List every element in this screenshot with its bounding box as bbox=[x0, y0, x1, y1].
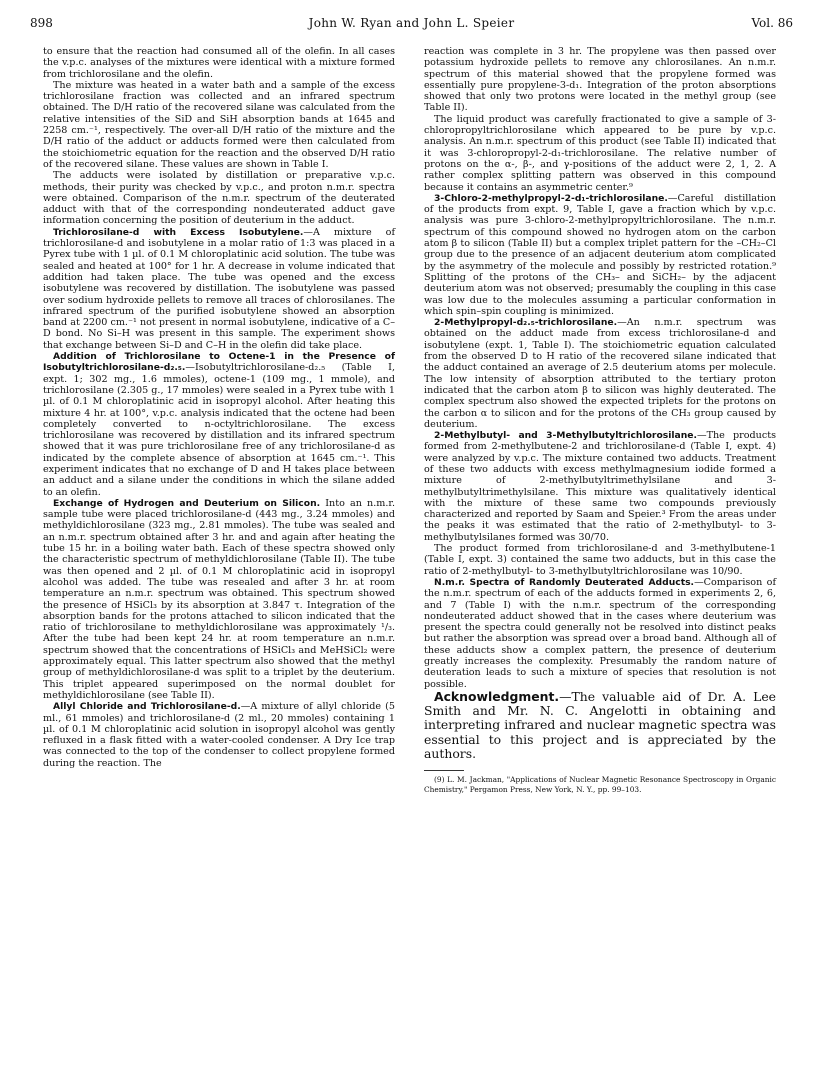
paragraph: The mixture was heated in a water bath and a sample of the excess trichlorosilane fraction was collected and an infrared spectrum obtained. The D/H ratio of the recovered silane was calculated from the relative intensities of the SiD and SiH absorption bands at 1645 and 2258 cm.⁻¹, respectively. The over-all D/H ratio of the mixture and the D/H ratio of the adduct or adducts formed were then calculated from the stoichiometric equation for the reaction and the observed D/H ratio of the recovered silane. These values are shown in Table I. bbox=[43, 79, 395, 170]
page-number: 898 bbox=[30, 16, 53, 30]
section-paragraph bbox=[43, 351, 395, 498]
volume-label: Vol. 86 bbox=[751, 16, 793, 30]
paragraph-body: Into an n.m.r. sample tube were placed trichlorosilane-d (443 mg., 3.24 mmoles) and methyldichlorosilane (323 mg., 2.81 mmoles). The tube was sealed and an n.m.r. spectrum obtained after 3 hr. and and again after heating the tube 15 hr. in a boiling water bath. Each of these spectra showed only the characteristic spectrum of methyldichlorosilane (Table II). The tube was then opened and 2 µl. of 0.1 M chloroplatinic acid in isopropyl alcohol was added. The tube was resealed and after 3 hr. at room temperature an n.m.r. spectrum was obtained. This spectrum showed the presence of HSiCl₃ by its absorption at 3.847 τ. Integration of the absorption bands for the protons attached to silicon indicated that the ratio of trichlorosilane to methyldichlorosilane was approximately ¹/₃. After the tube had been kept 24 hr. at room temperature an n.m.r. spectrum showed that the concentrations of HSiCl₃ and MeHSiCl₂ were approximately equal. This latter spectrum also showed that the methyl group of methyldichlorosilane-d was split to a triplet by the deuterium. This triplet appeared superimposed on the normal doublet for methyldichlorosilane (see Table II). bbox=[43, 497, 395, 701]
run-in-heading: 2-Methylbutyl- and 3-Methylbutyltrichlorosilane. bbox=[434, 430, 697, 442]
section-paragraph bbox=[424, 430, 776, 543]
footnote-divider bbox=[424, 770, 464, 771]
acknowledgment-body: —The valuable aid of Dr. A. Lee Smith and Mr. N. C. Angelotti in obtaining and interpreting infrared and nuclear magnetic spectra was essential to this project and is appreciated by the authors. bbox=[424, 688, 776, 761]
run-in-heading: Exchange of Hydrogen and Deuterium on Silicon. bbox=[53, 497, 321, 509]
section-paragraph bbox=[424, 193, 776, 317]
run-in-heading: Addition of Trichlorosilane to Octene-1 in the Presence of Isobutyltrichlorosilane-d₂.₅. bbox=[43, 351, 395, 374]
section-paragraph bbox=[43, 701, 395, 769]
run-in-heading: 3-Chloro-2-methylpropyl-2-d₁-trichlorosilane. bbox=[434, 192, 668, 204]
running-header bbox=[30, 16, 793, 32]
paragraph-body: —Isobutyltrichlorosilane-d₂.₅ (Table I, expt. 1; 302 mg., 1.6 mmoles), octene-1 (109 mg., 1 mmole), and trichlorosilane (2.305 g., 17 mmoles) were sealed in a Pyrex tube with 1 µl. of 0.1 M chloroplatinic acid in isopropyl alcohol. After heating this mixture 4 hr. at 100°, v.p.c. analysis indicated that the octene had been completely converted to n-octyltrichlorosilane. The excess trichlorosilane was recovered by distillation and its infrared spectrum showed that it was pure trichlorosilane free of any trichlorosilane-d as indicated by the complete absence of absorption at 1645 cm.⁻¹. This experiment indicates that no exchange of D and H takes place between an adduct and a silane under the conditions in which the silane added to an olefin. bbox=[43, 362, 395, 498]
section-paragraph bbox=[424, 317, 776, 430]
footnote: (9) L. M. Jackman, "Applications of Nuclear Magnetic Resonance Spectroscopy in Organic Chemistry," Pergamon Press, New York, N. Y., pp. 99–103. bbox=[424, 774, 776, 794]
right-column bbox=[424, 46, 776, 794]
paragraph: The product formed from trichlorosilane-d and 3-methylbutene-1 (Table I, expt. 3) contained the same two adducts, but in this case the ratio of 2-methylbutyl- to 3-methylbutyltrichlorosilane was 10/90. bbox=[424, 543, 776, 577]
acknowledgment-heading: Acknowledgment. bbox=[434, 688, 560, 704]
paragraph-body: —Careful distillation of the products from expt. 9, Table I, gave a fraction which by v.p.c. analysis was pure 3-chloro-2-methylpropyltrichlorosilane. The n.m.r. spectrum of this compound showed no hydrogen atom on the carbon atom β to silicon (Table II) but a complex triplet pattern for the –CH₂–Cl group due to the presence of an adjacent deuterium atom complicated by the asymmetry of the molecule and possibly by restricted rotation.⁹ Splitting of the protons of the CH₃– and SiCH₂– by the adjacent deuterium atom was not observed; presumably the coupling in this case was low due to the molecules assuming a particular conformation in which spin–spin coupling is minimized. bbox=[424, 192, 776, 317]
paragraph: reaction was complete in 3 hr. The propylene was then passed over potassium hydroxide pellets to remove any chlorosilanes. An n.m.r. spectrum of this material showed that the propylene formed was essentially pure propylene-3-d₁. Integration of the proton absorptions showed that only two protons were located in the methyl group (see Table II). bbox=[424, 46, 776, 114]
section-paragraph bbox=[424, 577, 776, 690]
running-title: John W. Ryan and John L. Speier bbox=[308, 16, 515, 30]
paragraph-body: —A mixture of allyl chloride (5 ml., 61 mmoles) and trichlorosilane-d (2 ml., 20 mmoles) containing 1 µl. of 0.1 M chloroplatinic acid solution in isopropyl alcohol was gently refluxed in a flask fitted with a water-cooled condenser. A Dry Ice trap was connected to the top of the condenser to collect propylene formed during the reaction. The bbox=[43, 701, 395, 769]
paragraph: The liquid product was carefully fractionated to give a sample of 3-chloropropyltrichlorosilane which appeared to be pure by v.p.c. analysis. An n.m.r. spectrum of this product (see Table II) indicated that it was 3-chloropropyl-2-d₁-trichlorosilane. The relative number of protons on the α-, β-, and γ-positions of the adduct were 2, 1, 2. A rather complex splitting pattern was observed in this compound because it contains an asymmetric center.⁹ bbox=[424, 113, 776, 193]
paragraph-body: —A mixture of trichlorosilane-d and isobutylene in a molar ratio of 1:3 was placed in a Pyrex tube with 1 µl. of 0.1 M chloroplatinic acid solution. The tube was sealed and heated at 100° for 1 hr. A decrease in volume indicated that addition had taken place. The tube was opened and the excess isobutylene was recovered by distillation. The isobutylene was passed over sodium hydroxide pellets to remove all traces of chlorosilanes. The infrared spectrum of the purified isobutylene showed an absorption band at 2200 cm.⁻¹ not present in normal isobutylene, indicative of a C–D bond. No Si–H was present in this sample. The experiment shows that exchange between Si–D and C–H in the olefin did take place. bbox=[43, 226, 395, 351]
paragraph-body: —An n.m.r. spectrum was obtained on the adduct made from excess trichlorosilane-d and isobutylene (expt. 1, Table I). The stoichiometric equation calculated from the observed D to H ratio of the recovered silane indicated that the adduct contained an average of 2.5 deuterium atoms per molecule. The low intensity of absorption attributed to the tertiary proton indicated that the carbon atom β to silicon was highly deuterated. The complex spectrum also showed the expected triplets for the protons on the carbon α to silicon and for the protons of the CH₃ group caused by deuterium. bbox=[424, 317, 776, 430]
left-column bbox=[43, 46, 395, 769]
paragraph-body: —Comparison of the n.m.r. spectrum of each of the adducts formed in experiments 2, 6, and 7 (Table I) with the n.m.r. spectrum of the corresponding nondeuterated adduct showed that in the cases where deuterium was present the spectra could generally not be resolved into distinct peaks but rather the absorption was spread over a broad band. Although all of these adducts show a complex pattern, the presence of deuterium greatly increases the complexity. Presumably the random nature of deuteration leads to such a mixture of species that resolution is not possible. bbox=[424, 576, 777, 690]
run-in-heading: N.m.r. Spectra of Randomly Deuterated Adducts. bbox=[434, 576, 695, 588]
run-in-heading: Trichlorosilane-d with Excess Isobutylene. bbox=[53, 226, 304, 238]
paragraph: The adducts were isolated by distillation or preparative v.p.c. methods, their purity was checked by v.p.c., and proton n.m.r. spectra were obtained. Comparison of the n.m.r. spectrum of the deuterated adduct with that of the corresponding nondeuterated adduct gave information concerning the position of deuterium in the adduct. bbox=[43, 170, 395, 227]
paragraph-body: —The products formed from 2-methylbutene-2 and trichlorosilane-d (Table I, expt. 4) were analyzed by v.p.c. The mixture contained two adducts. Treatment of these two adducts with excess methylmagnesium iodide formed a mixture of 2-methylbutyltrimethylsilane and 3-methylbutyltrimethylsilane. This mixture was qualitatively identical with the mixture of these same two compounds previously characterized and reported by Saam and Speier.³ From the areas under the peaks it was estimated that the ratio of 2-methylbutyl- to 3-methylbutylsilanes formed was 30/70. bbox=[424, 430, 777, 543]
paragraph: to ensure that the reaction had consumed all of the olefin. In all cases the v.p.c. analyses of the mixtures were identical with a mixture formed from trichlorosilane and the olefin. bbox=[43, 46, 395, 80]
section-paragraph bbox=[43, 498, 395, 701]
run-in-heading: Allyl Chloride and Trichlorosilane-d. bbox=[53, 701, 241, 713]
section-paragraph bbox=[43, 227, 395, 351]
run-in-heading: 2-Methylpropyl-d₂.₅-trichlorosilane. bbox=[434, 317, 618, 329]
acknowledgment bbox=[424, 690, 776, 761]
